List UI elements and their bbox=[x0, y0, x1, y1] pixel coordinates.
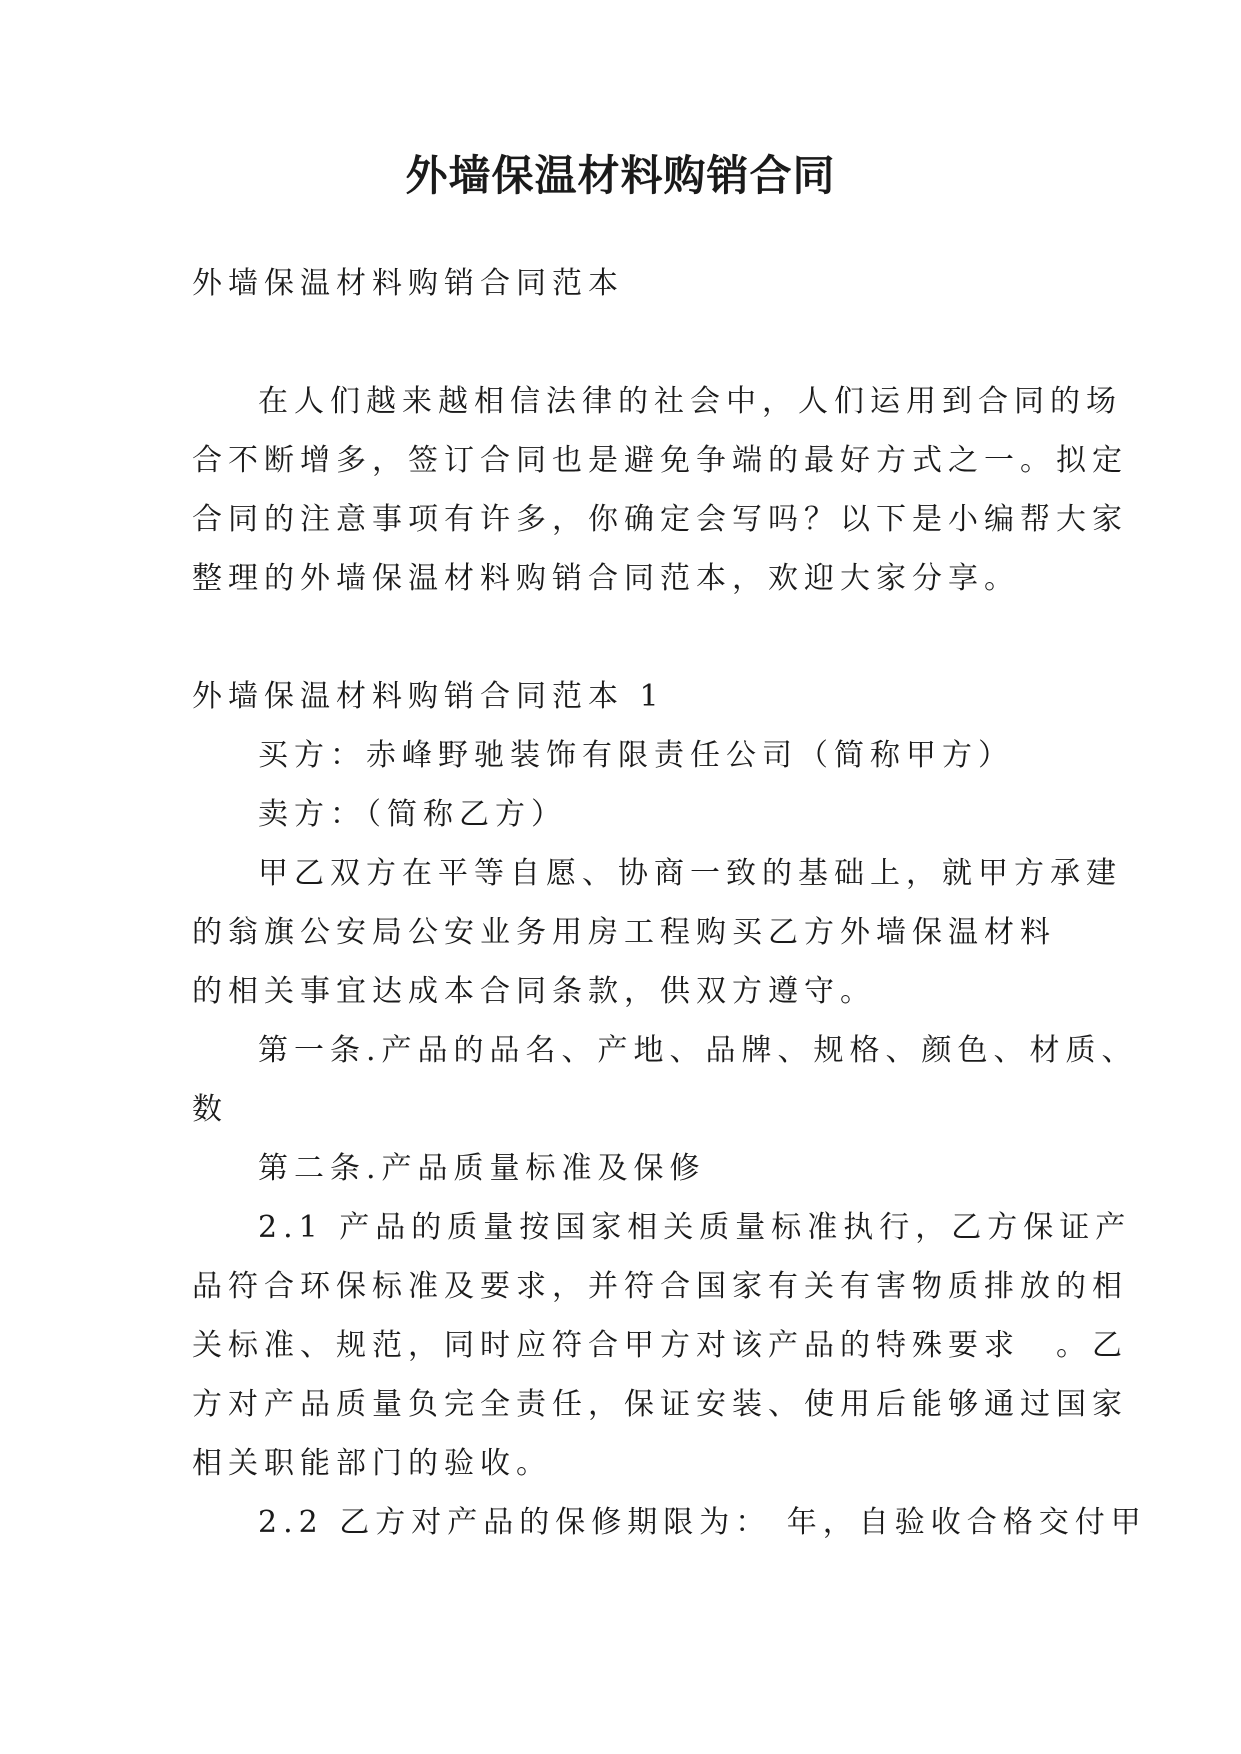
buyer-line: 买方：赤峰野驰装饰有限责任公司（简称甲方） bbox=[258, 738, 1014, 773]
preamble-line-1: 甲乙双方在平等自愿、协商一致的基础上，就甲方承建 bbox=[258, 856, 1122, 891]
preamble-line-2: 的翁旗公安局公安业务用房工程购买乙方外墙保温材料 bbox=[192, 915, 1056, 950]
clause21-line-3: 关标准、规范，同时应符合甲方对该产品的特殊要求 。乙 bbox=[192, 1328, 1128, 1363]
intro-line-4: 整理的外墙保温材料购销合同范本，欢迎大家分享。 bbox=[192, 561, 1020, 596]
intro-line-3: 合同的注意事项有许多，你确定会写吗？以下是小编帮大家 bbox=[192, 502, 1128, 537]
page-title: 外墙保温材料购销合同 bbox=[405, 151, 836, 200]
subtitle: 外墙保温材料购销合同范本 bbox=[192, 266, 624, 301]
intro-line-1: 在人们越来越相信法律的社会中，人们运用到合同的场 bbox=[258, 384, 1122, 419]
clause21-line-5: 相关职能部门的验收。 bbox=[192, 1446, 552, 1481]
article1-line-2: 数 bbox=[192, 1092, 228, 1127]
clause21-line-4: 方对产品质量负完全责任，保证安装、使用后能够通过国家 bbox=[192, 1387, 1128, 1422]
clause21-line-2: 品符合环保标准及要求，并符合国家有关有害物质排放的相 bbox=[192, 1269, 1128, 1304]
document-body bbox=[192, 254, 1147, 1552]
clause21-line-1: 2.1 产品的质量按国家相关质量标准执行，乙方保证产 bbox=[258, 1210, 1132, 1245]
article2-heading: 第二条.产品质量标准及保修 bbox=[258, 1151, 706, 1186]
clause22-line: 2.2 乙方对产品的保修期限为： 年，自验收合格交付甲 bbox=[258, 1505, 1147, 1540]
intro-line-2: 合不断增多，签订合同也是避免争端的最好方式之一。拟定 bbox=[192, 443, 1128, 478]
spacer bbox=[192, 313, 1072, 372]
seller-line: 卖方：（简称乙方） bbox=[258, 797, 567, 832]
article1-line-1: 第一条.产品的品名、产地、品牌、规格、颜色、材质、 bbox=[258, 1033, 1138, 1068]
section-heading: 外墙保温材料购销合同范本 1 bbox=[192, 679, 665, 714]
preamble-line-3: 的相关事宜达成本合同条款，供双方遵守。 bbox=[192, 974, 876, 1009]
spacer bbox=[192, 608, 1072, 667]
